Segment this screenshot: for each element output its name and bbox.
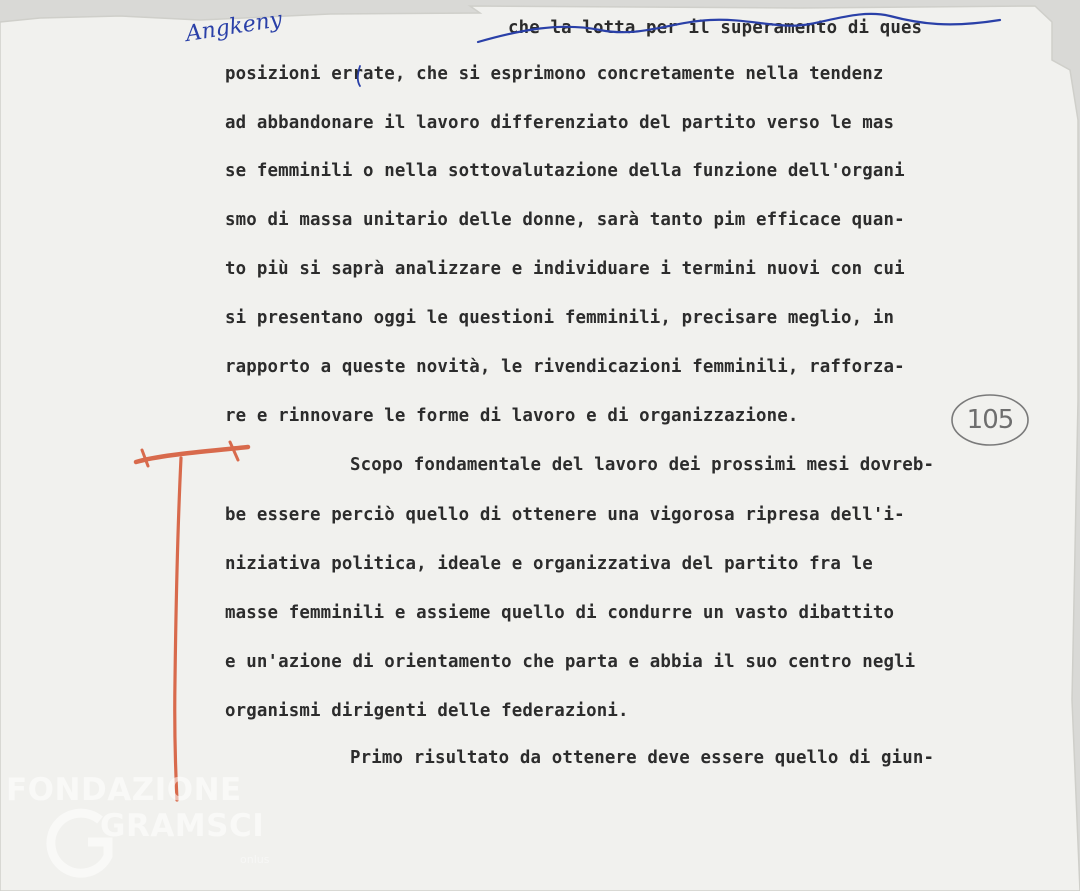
text-line: be essere perciò quello di ottenere una vigorosa ripresa dell'i- — [225, 505, 905, 525]
text-line: e un'azione di orientamento che parta e abbia il suo centro negli — [225, 652, 916, 672]
handwritten-page-number: 105 — [966, 405, 1014, 435]
watermark-gramsci-name: GRAMSCI — [100, 808, 265, 844]
text-line: Primo risultato da ottenere deve essere quello di giun- — [350, 748, 935, 768]
text-line: organismi dirigenti delle federazioni. — [225, 701, 629, 721]
text-line: smo di massa unitario delle donne, sarà tanto pim efficace quan- — [225, 210, 905, 230]
text-line: niziativa politica, ideale e organizzativa del partito fra le — [225, 554, 873, 574]
text-line: si presentano oggi le questioni femminili, precisare meglio, in — [225, 308, 895, 328]
handwritten-margin-note: Angkeny — [184, 7, 284, 47]
text-line: ad abbandonare il lavoro differenziato del partito verso le mas — [225, 113, 895, 133]
text-line: re e rinnovare le forme di lavoro e di organizzazione. — [225, 406, 799, 426]
watermark-foundation-name: FONDAZIONE — [6, 772, 242, 808]
text-line: rapporto a queste novità, le rivendicazioni femminili, rafforza- — [225, 357, 905, 377]
watermark-onlus: onlus — [240, 853, 270, 866]
text-line: Scopo fondamentale del lavoro dei prossimi mesi dovreb- — [350, 455, 935, 475]
text-line: posizioni errate, che si esprimono concretamente nella tendenz — [225, 64, 884, 84]
text-line: masse femminili e assieme quello di condurre un vasto dibattito — [225, 603, 895, 623]
text-line: se femminili o nella sottovalutazione della funzione dell'organi — [225, 161, 905, 181]
text-line: to più si saprà analizzare e individuare i termini nuovi con cui — [225, 259, 905, 279]
text-line: che la lotta per il superamento di ques — [508, 18, 923, 38]
